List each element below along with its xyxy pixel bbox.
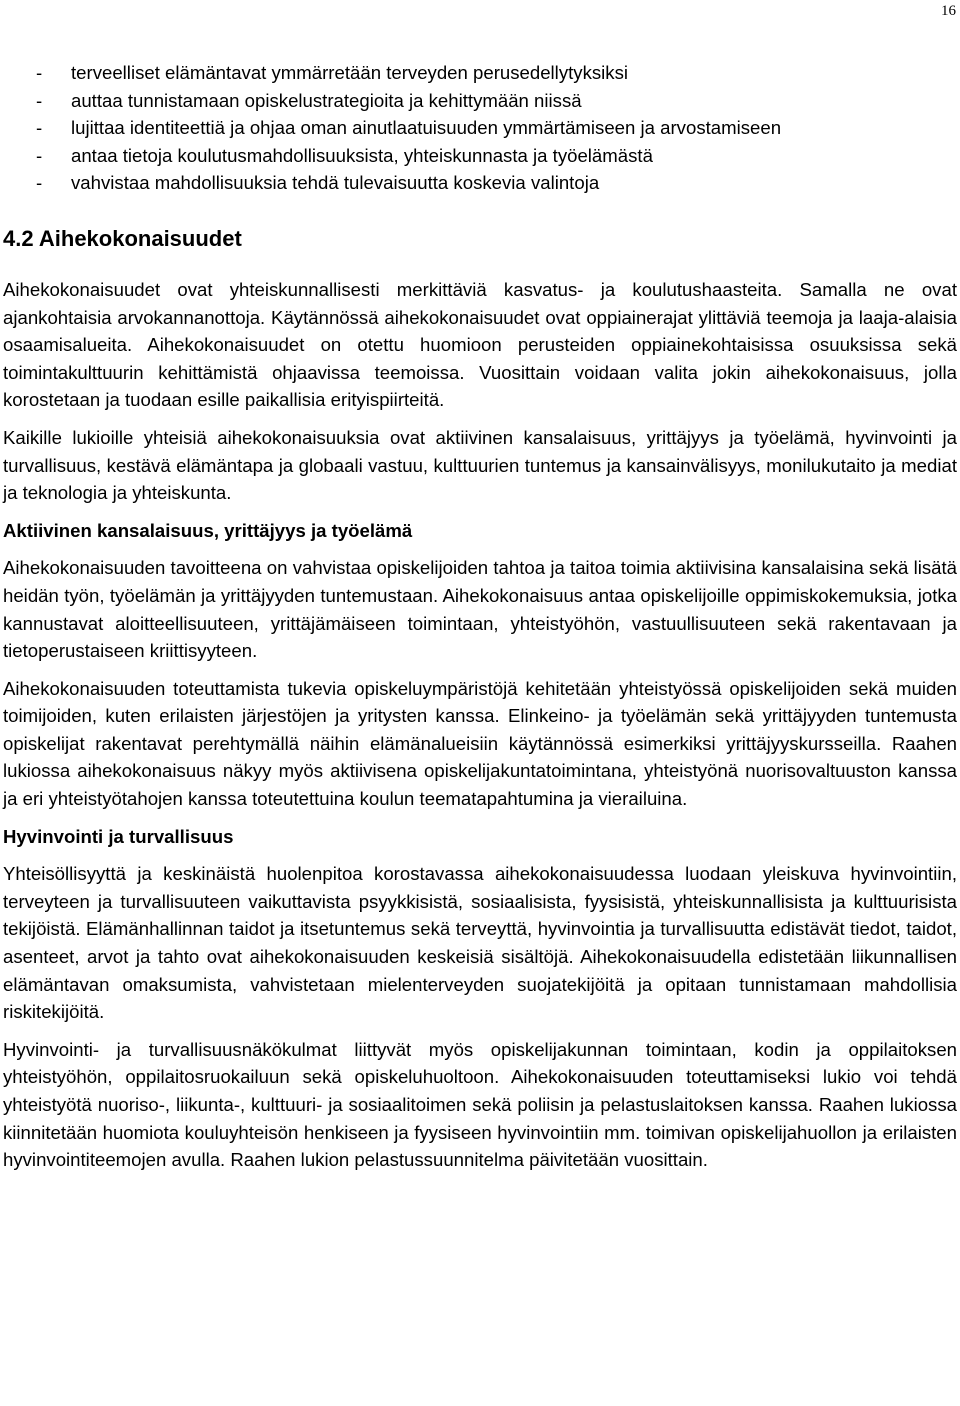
bullet-text: antaa tietoja koulutusmahdollisuuksista, yhteiskunnasta ja työelämästä bbox=[71, 144, 653, 166]
list-item bbox=[3, 59, 957, 87]
subsection-heading: Aktiivinen kansalaisuus, yrittäjyys ja työelämä bbox=[3, 519, 413, 541]
bullet-text: terveelliset elämäntavat ymmärretään terveyden perusedellytyksiksi bbox=[71, 62, 629, 83]
bullet-text: lujittaa identiteettiä ja ohjaa oman ainutlaatuisuuden ymmärtämiseen ja arvostamiseen bbox=[71, 117, 782, 139]
list-item bbox=[3, 142, 957, 170]
bullet-list bbox=[3, 59, 957, 197]
list-item bbox=[3, 114, 957, 142]
paragraph: Hyvinvointi- ja turvallisuusnäkökulmat liittyvät myös opiskelijakunnan toimintaan, kodin ja oppilaitoksen yhteistyöhön, oppilaitosruokailuun sekä opiskeluhuoltoon. Aihekokonaisuuden toteuttamiseksi lukio voi tehdä yhteistyötä nuoriso-, liikunta-, kulttuuri- ja sosiaalitoimen sekä poliisin ja pelastuslaitoksen kanssa. Raahen lukiossa kiinnitetään huomiota kouluyhteisön henkiseen ja fyysiseen hyvinvointiin mm. toimivan opiskelijahuollon ja erilaisten hyvinvointiteemojen avulla. Raahen lukion pelastussuunnitelma päivitetään vuosittain. bbox=[3, 1038, 957, 1171]
bullet-text: auttaa tunnistamaan opiskelustrategioita ja kehittymään niissä bbox=[71, 89, 582, 111]
dash-marker: - bbox=[36, 62, 43, 83]
subsection-heading: Hyvinvointi ja turvallisuus bbox=[3, 825, 234, 847]
dash-marker: - bbox=[36, 89, 43, 111]
dash-marker: - bbox=[36, 144, 43, 166]
paragraph: Yhteisöllisyyttä ja keskinäistä huolenpitoa korostavassa aihekokonaisuudessa luodaan yleiskuva hyvinvointiin, terveyteen ja turvallisuuteen vaikuttavista psyykkisistä, sosiaalisista, fyysisistä, yhteiskunnallisista ja kulttuurisista tekijöistä. Elämänhallinnan taidot ja itsetuntemus sekä terveyttä, hyvinvointia ja turvallisuutta edistävät tiedot, taidot, asenteet, arvot ja tahto ovat aihekokonaisuuden keskeisiä sisältöjä. Aihekokonaisuudella edistetään liikunnallisen elämäntavan omaksumista, vahvistetaan mielenterveyden suojatekijöitä ja opitaan tunnistamaan mahdollisia riskitekijöitä. bbox=[3, 863, 957, 1023]
dash-marker: - bbox=[36, 117, 43, 139]
document-body bbox=[3, 59, 957, 1174]
paragraph: Aihekokonaisuuden tavoitteena on vahvistaa opiskelijoiden tahtoa ja taitoa toimia aktiivisina kansalaisina sekä lisätä heidän työn, työelämän ja yrittäjyyden tuntemustaan. Aihekokonaisuus antaa opiskelijoille oppimiskokemuksia, jotka kannustavat aloitteellisuuteen, yrittäjämäiseen toimintaan, yhteistyöhön, vastuullisuuteen sekä rakentavaan ja tietoperustaiseen kriittisyyteen. bbox=[3, 557, 957, 662]
page-number: 16 bbox=[941, 3, 956, 19]
list-item bbox=[3, 169, 957, 197]
list-item bbox=[3, 87, 957, 115]
paragraph: Kaikille lukioille yhteisiä aihekokonaisuuksia ovat aktiivinen kansalaisuus, yrittäjyys ja työelämä, hyvinvointi ja turvallisuus, kestävä elämäntapa ja globaali vastuu, kulttuurien tuntemus ja kansainvälisyys, monilukutaito ja mediat ja teknologia ja yhteiskunta. bbox=[3, 426, 957, 504]
bullet-text: vahvistaa mahdollisuuksia tehdä tulevaisuutta koskevia valintoja bbox=[71, 172, 600, 194]
paragraph: Aihekokonaisuuden toteuttamista tukevia opiskeluympäristöjä kehitetään yhteistyössä opiskelijoiden sekä muiden toimijoiden, kuten erilaisten järjestöjen ja yritysten kanssa. Elinkeino- ja työelämän sekä yrittäjyyden tuntemusta opiskelijat rakentavat perehtymällä näihin elämänalueisiin käytännössä esimerkiksi yrittäjyyskursseilla. Raahen lukiossa aihekokonaisuus näkyy myös aktiivisena opiskelijakuntatoimintana, yhteistyönä nuorisovaltuuston kanssa ja eri yhteistyötahojen kanssa toteutettuina koulun teematapahtumina ja vierailuina. bbox=[3, 677, 957, 810]
paragraph: Aihekokonaisuudet ovat yhteiskunnallisesti merkittäviä kasvatus- ja koulutushaasteita. Samalla ne ovat ajankohtaisia arvokannanottoja. Käytännössä aihekokonaisuudet ovat oppiainerajat ylittäviä teemoja ja laaja-alaisia osaamisalueita. Aihekokonaisuudet on otettu huomioon perusteiden oppiainekohtaisissa osuuksissa sekä toimintakulttuurin kehittämistä ohjaavissa teemoissa. Vuosittain voidaan valita jokin aihekokonaisuus, jolla korostetaan ja tuodaan esille paikallisia erityispiirteitä. bbox=[3, 278, 957, 411]
section-heading: 4.2 Aihekokonaisuudet bbox=[3, 225, 242, 251]
dash-marker: - bbox=[36, 172, 43, 194]
